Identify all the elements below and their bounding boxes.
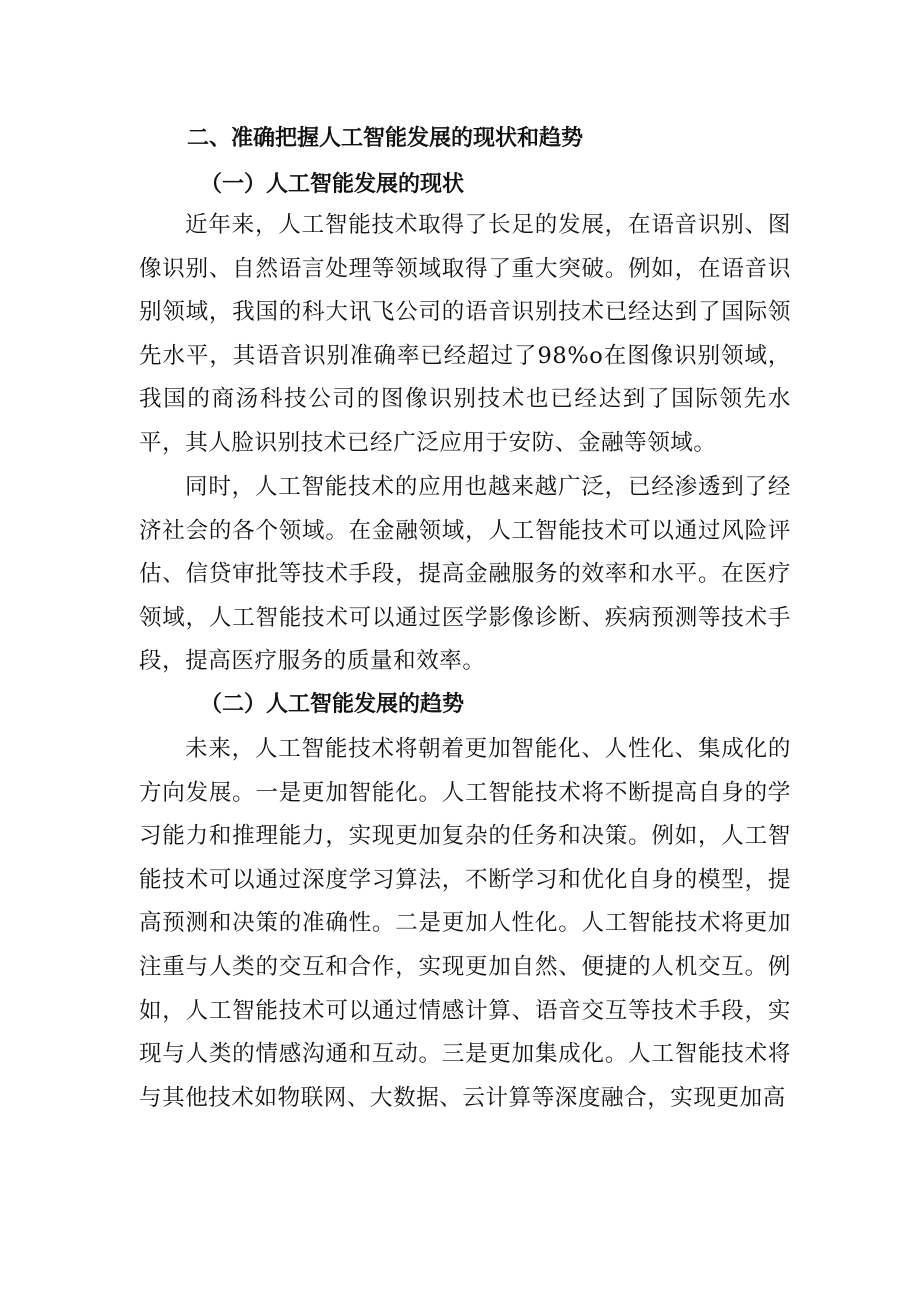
paragraph-current-status-1: 近年来，人工智能技术取得了长足的发展，在语音识别、图像识别、自然语言处理等领域取得了重大突破。例如，在语音识别领域，我国的科大讯飞公司的语音识别技术已经达到了国际领先水平，其语音识别准确率已经超过了98%o在图像识别领域，我国的商汤科技公司的图像识别技术也已经达到了国际领先水平，其人脸识别技术已经广泛应用于安防、金融等领域。 <box>139 212 791 456</box>
paragraph-trends-1: 未来，人工智能技术将朝着更加智能化、人性化、集成化的方向发展。一是更加智能化。人工智能技术将不断提高自身的学习能力和推理能力，实现更加复杂的任务和决策。例如，人工智能技术可以通过深度学习算法，不断学习和优化自身的模型，提高预测和决策的准确性。二是更加人性化。人工智能技术将更加注重与人类的交互和合作，实现更加自然、便捷的人机交互。例如，人工智能技术可以通过情感计算、语音交互等技术手段，实现与人类的情感沟通和互动。三是更加集成化。人工智能技术将与其他技术如物联网、大数据、云计算等深度融合，实现更加高 <box>139 736 791 1111</box>
paragraph-current-status-2: 同时，人工智能技术的应用也越来越广泛，已经渗透到了经济社会的各个领域。在金融领域，人工智能技术可以通过风险评估、信贷审批等技术手段，提高金融服务的效率和水平。在医疗领域，人工智能技术可以通过医学影像诊断、疾病预测等技术手段，提高医疗服务的质量和效率。 <box>139 474 791 675</box>
subsection-heading-trends: （二）人工智能发展的趋势 <box>200 692 465 717</box>
section-heading: 二、准确把握人工智能发展的现状和趋势 <box>187 126 584 151</box>
subsection-heading-current-status: （一）人工智能发展的现状 <box>200 172 465 197</box>
